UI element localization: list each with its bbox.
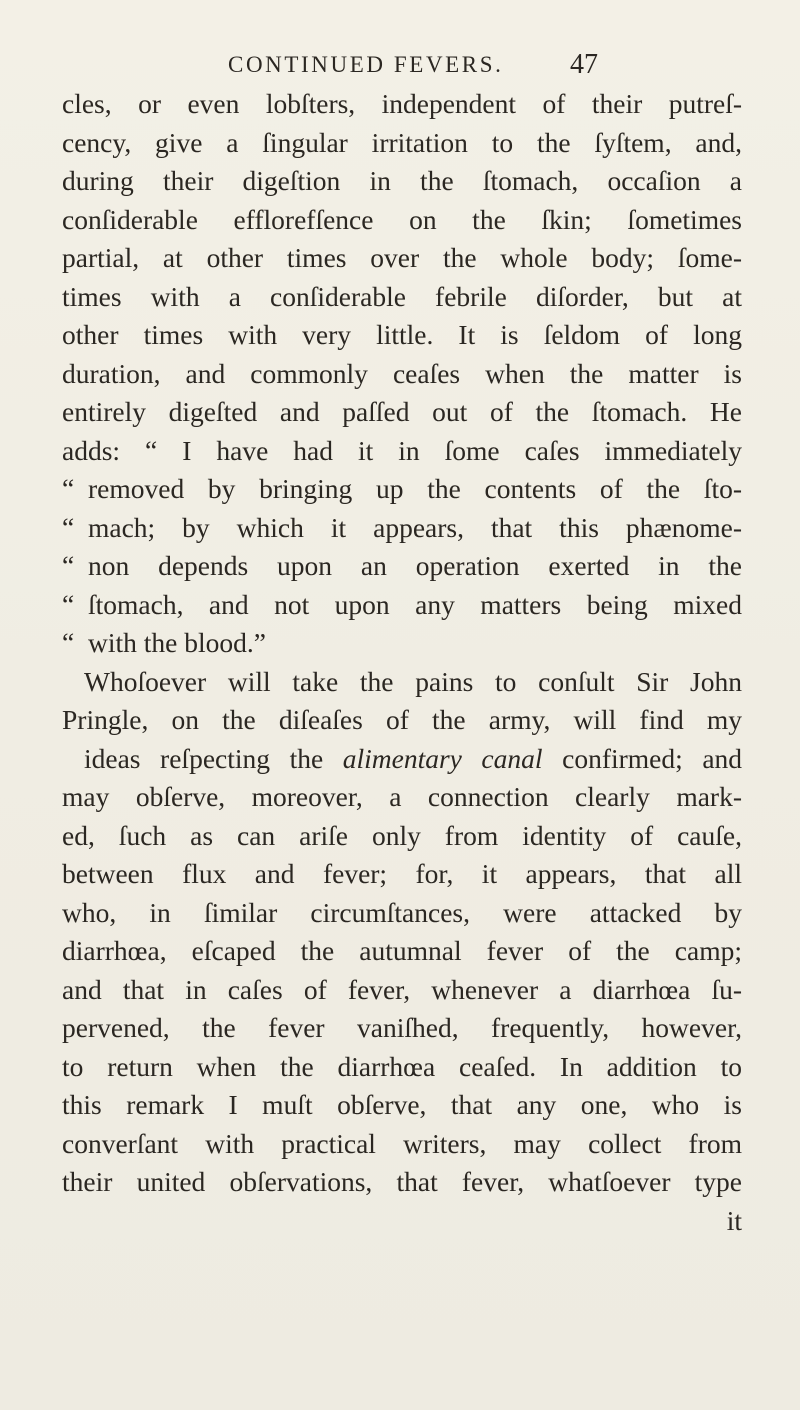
- quote-mark: “: [62, 588, 75, 620]
- text-line: this remark I muſt obſerve, that any one, who is: [62, 1089, 742, 1120]
- quote-mark: “: [62, 627, 75, 658]
- text-line: other times with very little. It is ſeldom of long: [62, 319, 742, 350]
- quoted-line: [62, 624, 742, 663]
- text-line: converſant with practical writers, may collect from: [62, 1127, 742, 1159]
- page-number: 47: [570, 49, 598, 80]
- text-line: adds: “ I have had it in ſome caſes immediately: [62, 434, 742, 466]
- text-line-with-italic: [62, 740, 742, 779]
- text-line: who, in ſimilar circumſtances, were attacked by: [62, 896, 742, 928]
- quote-mark: “: [62, 511, 75, 543]
- text-line: ed, ſuch as can ariſe only from identity of cauſe,: [62, 819, 742, 851]
- text-line: times with a conſiderable febrile diſorder, but at: [62, 280, 742, 312]
- text-line: non depends upon an operation exerted in the: [88, 550, 742, 581]
- text-line: entirely digeſted and paſſed out of the ſtomach. He: [62, 396, 742, 427]
- page-header: [0, 50, 800, 84]
- text-line: their united obſervations, that fever, whatſoever type: [62, 1166, 742, 1197]
- text-line: diarrhœa, eſcaped the autumnal fever of the camp;: [62, 935, 742, 966]
- text-line: pervened, the fever vaniſhed, frequently, however,: [62, 1012, 742, 1043]
- text-line: between flux and fever; for, it appears, that all: [62, 858, 742, 889]
- text-line: during their digeſtion in the ſtomach, occaſion a: [62, 165, 742, 196]
- text-line: and that in caſes of fever, whenever a diarrhœa ſu-: [62, 973, 742, 1005]
- text-line: partial, at other times over the whole body; ſome-: [62, 242, 742, 273]
- text-segment: ideas reſpecting the: [84, 742, 324, 774]
- catchword: it: [726, 1204, 742, 1236]
- quoted-line: [62, 470, 742, 509]
- text-line: with the blood.”: [88, 627, 266, 658]
- quoted-line: [62, 509, 742, 548]
- text-line: conſiderable efflorefſence on the ſkin; ſometimes: [62, 203, 742, 235]
- body-text: [62, 85, 742, 1240]
- text-line: cles, or even lobſters, independent of their putreſ-: [62, 88, 742, 119]
- text-line: duration, and commonly ceaſes when the matter is: [62, 357, 742, 389]
- text-segment: confirmed; and: [562, 742, 743, 774]
- text-line: Pringle, on the diſeaſes of the army, will find my: [62, 704, 742, 735]
- text-line: mach; by which it appears, that this phænome-: [88, 511, 742, 543]
- quote-mark: “: [62, 550, 75, 581]
- quote-mark: “: [62, 473, 75, 504]
- italic-phrase: alimentary canal: [342, 742, 543, 774]
- text-line: removed by bringing up the contents of the ſto-: [88, 473, 742, 504]
- text-line: cency, give a ſingular irritation to the ſyſtem, and,: [62, 126, 742, 158]
- quoted-line: [62, 586, 742, 625]
- text-line: to return when the diarrhœa ceaſed. In addition to: [62, 1050, 742, 1082]
- text-line: may obſerve, moreover, a connection clearly mark-: [62, 781, 742, 812]
- text-line: ſtomach, and not upon any matters being mixed: [88, 588, 742, 620]
- quoted-line: [62, 547, 742, 586]
- running-head: CONTINUED FEVERS.: [228, 52, 504, 77]
- paragraph-first-line: Whoſoever will take the pains to conſult Sir John: [84, 665, 742, 697]
